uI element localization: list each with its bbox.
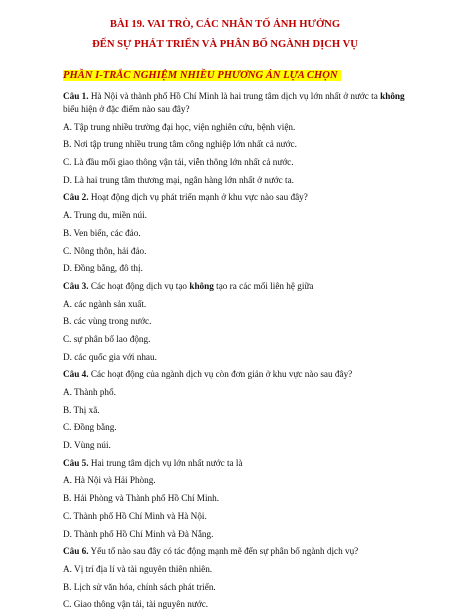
question-text: Yếu tố nào sau đây có tác động mạnh mẽ đến sự phân bố ngành dịch vụ? <box>88 546 359 557</box>
option-c: C. Là đầu mối giao thông vận tải, viễn thông lớn nhất cả nước. <box>63 157 294 168</box>
question-list <box>63 90 415 616</box>
option-c: C. sự phân bố lao động. <box>63 333 151 344</box>
question-text-tail: tạo ra các mối liên hệ giữa <box>213 280 314 291</box>
question-text: Hai trung tâm dịch vụ lớn nhất nước ta là <box>88 457 243 468</box>
option-d: D. Là hai trung tâm thương mại, ngân hàng lớn nhất ở nước ta. <box>63 174 294 185</box>
option-c: C. Đồng bằng. <box>63 422 117 433</box>
question-text-tail: biểu hiện ở đặc điểm nào sau đây? <box>63 104 190 114</box>
option-a: A. các ngành sản xuất. <box>63 298 147 309</box>
question-4 <box>63 368 415 452</box>
option-a: A. Thành phố. <box>63 387 116 397</box>
option-a: A. Trung du, miền núi. <box>63 210 147 221</box>
option-a: A. Tập trung nhiều trường đại học, viện nghiên cứu, bệnh viện. <box>63 121 296 132</box>
question-text: Hoạt động dịch vụ phát triển mạnh ở khu vực nào sau đây? <box>88 192 308 203</box>
question-label: Câu 2. <box>63 192 89 203</box>
lesson-title-line-1: BÀI 19. VAI TRÒ, CÁC NHÂN TỐ ẢNH HƯỞNG <box>109 19 341 30</box>
question-label: Câu 6. <box>63 546 89 557</box>
option-b: B. Lịch sử văn hóa, chính sách phát triển. <box>63 581 216 592</box>
question-text: Hà Nội và thành phố Hồ Chí Minh là hai trung tâm dịch vụ lớn nhất ở nước ta <box>88 91 381 101</box>
question-text: Các hoạt động dịch vụ tạo <box>88 280 190 291</box>
lesson-title-line-2: ĐẾN SỰ PHÁT TRIỂN VÀ PHÂN BỐ NGÀNH DỊCH VỤ <box>92 39 358 50</box>
question-stem <box>63 90 415 116</box>
question-1 <box>63 90 415 187</box>
option-b: B. các vùng trong nước. <box>63 316 152 327</box>
option-c: C. Nông thôn, hải đảo. <box>63 245 147 256</box>
option-d: D. Thành phố Hồ Chí Minh và Đà Nẵng. <box>63 528 214 539</box>
question-stem <box>63 457 415 470</box>
question-stem <box>63 280 415 293</box>
option-d: D. các quốc gia với nhau. <box>63 351 157 362</box>
question-text: Các hoạt động của ngành dịch vụ còn đơn giản ở khu vực nào sau đây? <box>88 369 353 380</box>
option-a: A. Vị trí địa lí và tài nguyên thiên nhiên. <box>63 563 213 574</box>
option-d: D. Đồng bằng, đô thị. <box>63 263 143 274</box>
option-b: B. Nơi tập trung nhiều trung tâm công nghiệp lớn nhất cả nước. <box>63 139 297 150</box>
question-stem <box>63 545 415 558</box>
option-c: C. Thành phố Hồ Chí Minh và Hà Nội. <box>63 510 207 521</box>
question-3 <box>63 280 415 364</box>
option-c: C. Giao thông vận tải, tài nguyên nước. <box>63 599 209 610</box>
question-label: Câu 1. <box>63 91 89 101</box>
question-label: Câu 5. <box>63 457 89 468</box>
question-label: Câu 4. <box>63 369 89 380</box>
question-stem <box>63 368 415 381</box>
option-d: D. Vùng núi. <box>63 440 111 451</box>
option-a: A. Hà Nội và Hải Phòng. <box>63 475 156 486</box>
option-b: B. Thị xã. <box>63 404 100 415</box>
question-emphasis: không <box>189 280 214 291</box>
question-label: Câu 3. <box>63 280 89 291</box>
question-stem <box>63 191 415 204</box>
question-6 <box>63 545 415 611</box>
option-b: B. Hải Phòng và Thành phố Hồ Chí Minh. <box>63 493 220 504</box>
section-heading: PHẦN I-TRẮC NGHIỆM NHIỀU PHƯƠNG ÁN LỰA CHỌN <box>63 70 341 81</box>
option-b: B. Ven biển, các đảo. <box>63 227 141 238</box>
question-5 <box>63 457 415 541</box>
question-emphasis: không <box>380 91 405 101</box>
question-2 <box>63 191 415 275</box>
